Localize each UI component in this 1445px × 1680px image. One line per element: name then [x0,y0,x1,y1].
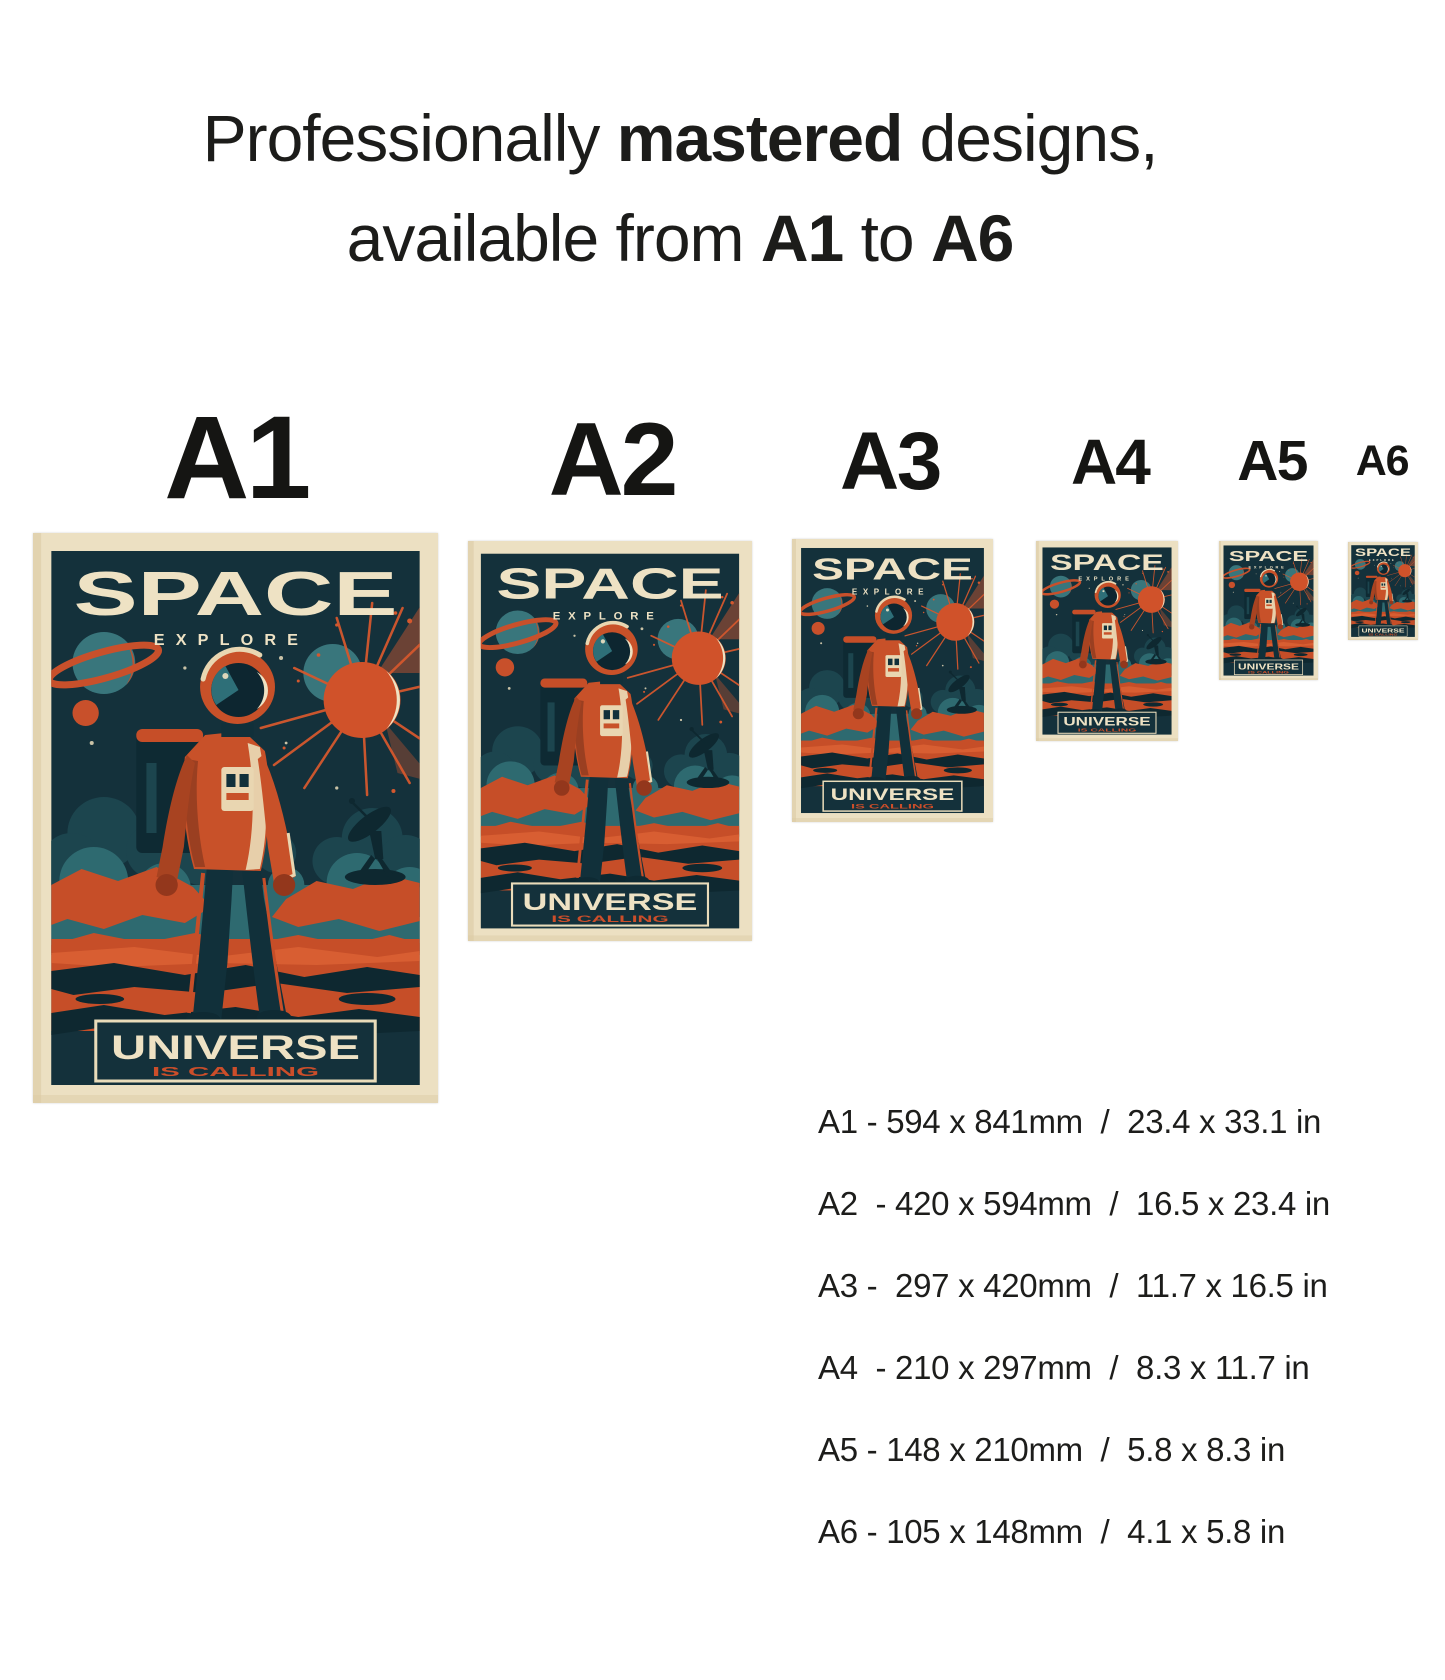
heading-bold-a1: A1 [760,201,844,275]
heading-text: available from [346,201,761,275]
size-label-a5: A5 [1237,429,1307,493]
size-line-a5: A5 - 148 x 210mm / 5.8 x 8.3 in [818,1431,1286,1468]
heading-line-1 [0,88,1360,188]
size-label-a6: A6 [1355,437,1409,485]
size-label-a1: A1 [164,392,308,524]
heading-bold-a6: A6 [930,201,1014,275]
size-line-a6: A6 - 105 x 148mm / 4.1 x 5.8 in [818,1513,1286,1550]
poster-image-a1 [33,533,438,1103]
size-dimension-list [818,1081,1330,1573]
size-label-a3: A3 [840,416,940,507]
heading-bold-mastered: mastered [616,101,903,175]
poster-image-a6 [1348,542,1418,640]
heading-line-2 [0,188,1360,288]
poster-image-a2 [468,541,752,941]
heading-text: to [843,201,931,275]
poster-image-a3 [792,539,993,822]
poster-image-a4 [1036,541,1178,741]
heading-text: designs, [902,101,1158,175]
size-label-a4: A4 [1071,426,1149,498]
poster-image-a5 [1219,541,1318,680]
size-line-a1: A1 - 594 x 841mm / 23.4 x 33.1 in [818,1103,1322,1140]
size-line-a3: A3 - 297 x 420mm / 11.7 x 16.5 in [818,1267,1328,1304]
size-label-a2: A2 [548,402,676,518]
size-line-a4: A4 - 210 x 297mm / 8.3 x 11.7 in [818,1349,1310,1386]
heading-text: Professionally [202,101,617,175]
heading [0,88,1360,288]
size-line-a2: A2 - 420 x 594mm / 16.5 x 23.4 in [818,1185,1330,1222]
